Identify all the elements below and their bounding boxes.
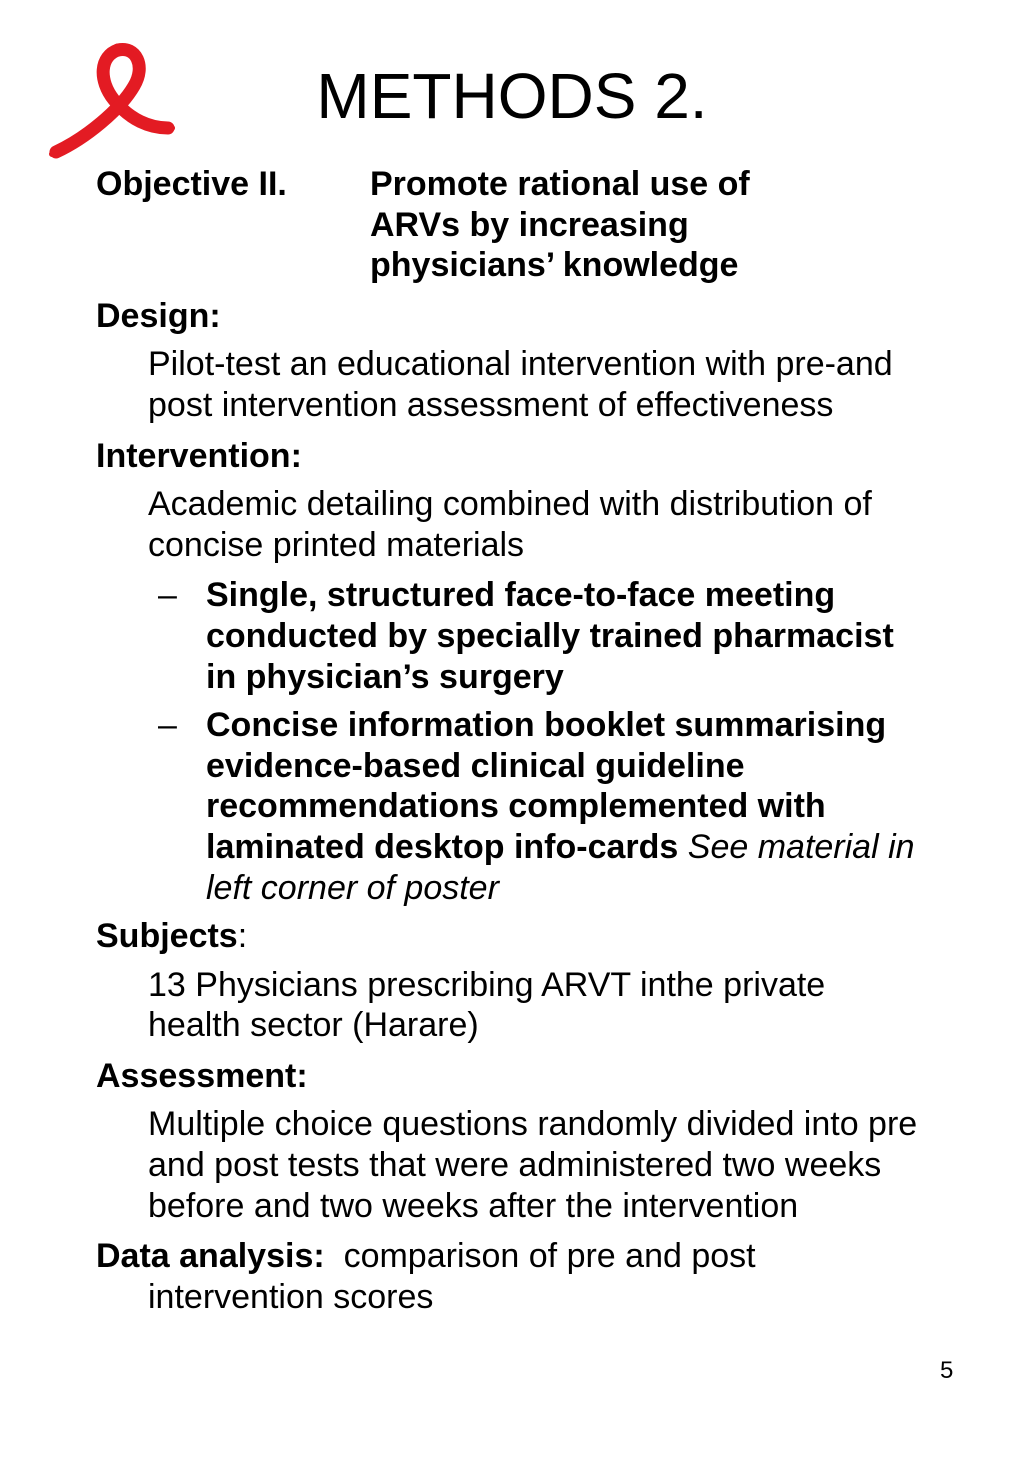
slide-body (96, 164, 926, 1317)
design-heading: Design: (96, 296, 221, 335)
data-analysis-text-line2: intervention scores (148, 1277, 434, 1316)
bullet-italic-note: See material in left corner of poster (206, 827, 915, 907)
bullet-text (206, 705, 916, 908)
bullet-dash: – (158, 576, 177, 615)
assessment-text: Multiple choice questions randomly divided into pre and post tests that were administered two weeks before and two weeks after the intervention (148, 1105, 918, 1225)
data-analysis-heading: Data analysis: (96, 1237, 325, 1276)
subjects-heading-label: Subjects (96, 917, 238, 956)
design-text: Pilot-test an educational intervention with pre-and post intervention assessment of effectiveness (148, 345, 893, 424)
bullet-bold-text: Concise information booklet summarising evidence-based clinical guideline recommendations complemented with laminated desktop info-cards (206, 706, 887, 866)
bullet-dash: – (158, 706, 177, 745)
objective-row (96, 164, 926, 286)
subjects-heading (96, 916, 926, 957)
data-analysis-text-line1: comparison of pre and post (343, 1237, 756, 1276)
intervention-text: Academic detailing combined with distribution of concise printed materials (148, 485, 872, 564)
intervention-heading: Intervention: (96, 436, 302, 475)
data-analysis-row (96, 1236, 926, 1317)
list-item (96, 575, 926, 697)
subjects-heading-colon: : (237, 917, 248, 956)
list-item (96, 705, 926, 908)
slide-title: METHODS 2. (316, 60, 708, 132)
subjects-text: 13 Physicians prescribing ARVT inthe private health sector (Harare) (148, 965, 826, 1045)
objective-label: Objective II. (96, 165, 287, 203)
page-number: 5 (940, 1357, 954, 1384)
assessment-heading: Assessment: (96, 1056, 308, 1095)
objective-text: Promote rational use of ARVs by increasing physicians’ knowledge (370, 165, 750, 285)
bullet-text: Single, structured face-to-face meeting conducted by specially trained pharmacist in physician’s surgery (206, 576, 894, 696)
